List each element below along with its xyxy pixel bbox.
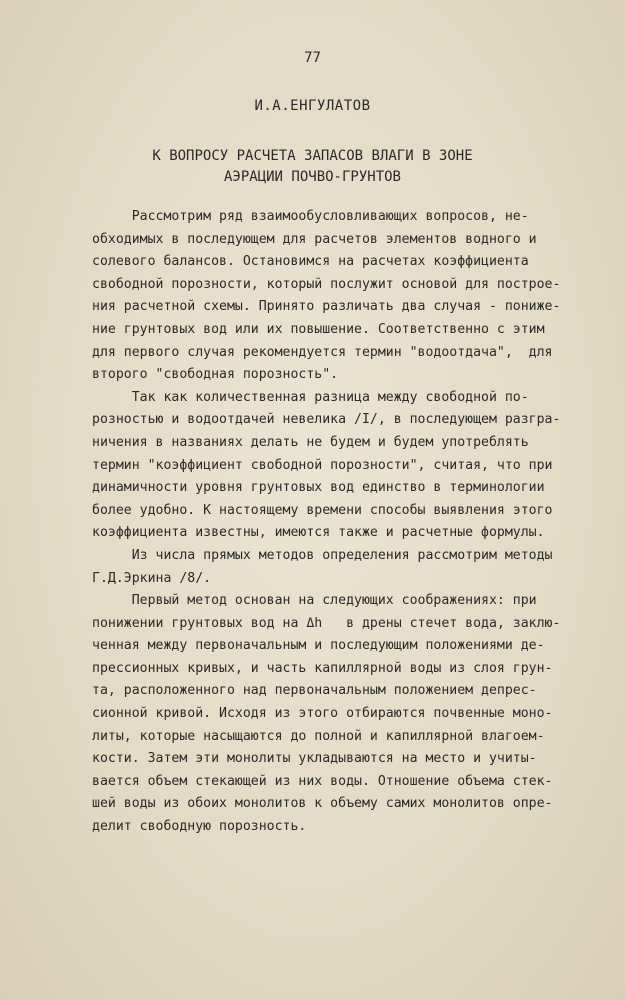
body-line: шей воды из обоих монолитов к объему самих монолитов опре- (92, 796, 553, 812)
article-body (92, 206, 561, 839)
body-line: для первого случая рекомендуется термин "водоотдача", для (92, 344, 553, 360)
body-line: обходимых в последующем для расчетов элементов водного и (92, 231, 537, 247)
body-line: солевого балансов. Остановимся на расчетах коэффициента (92, 254, 529, 270)
body-line: Первый метод основан на следующих соображениях: при (92, 593, 537, 609)
body-line: прессионных кривых, и часть капиллярной воды из слоя грун- (92, 660, 553, 676)
body-line: ния расчетной схемы. Принято различать два случая - пониже- (92, 299, 561, 315)
body-line: Из числа прямых методов определения рассмотрим методы (92, 547, 553, 563)
body-line: литы, которые насыщаются до полной и капиллярной влагоем- (92, 728, 545, 744)
body-line: кости. Затем эти монолиты укладываются на место и учиты- (92, 751, 537, 767)
body-line: Г.Д.Эркина /8/. (92, 570, 212, 586)
body-line: розностью и водоотдачей невелика /I/, в последующем разгра- (92, 412, 561, 428)
body-line: коэффициента известны, имеются также и расчетные формулы. (92, 525, 545, 541)
body-line: вается объем стекающей из них воды. Отношение объема стек- (92, 773, 553, 789)
body-line: делит свободную порозность. (92, 819, 307, 835)
body-line: Рассмотрим ряд взаимообусловливающих вопросов, не- (92, 209, 529, 224)
body-line: ние грунтовых вод или их повышение. Соответственно с этим (92, 321, 545, 337)
body-line: Так как количественная разница между свободной по- (92, 389, 529, 405)
body-line: динамичности уровня грунтовых вод единство в терминологии (92, 480, 545, 496)
body-line: та, расположенного над первоначальным положением депрес- (92, 683, 537, 699)
body-line: ничения в названиях делать не будем и будем употреблять (92, 434, 529, 450)
body-line: второго "свободная порозность". (92, 367, 339, 383)
article-title (0, 146, 625, 188)
body-line: термин "коэффициент свободной порозности", считая, что при (92, 457, 553, 473)
body-line: более удобно. К настоящему времени способы выявления этого (92, 502, 553, 518)
body-line: свободной порозности, который послужит основой для построе- (92, 276, 561, 292)
body-line: ченная между первоначальным и последующим положениями де- (92, 638, 545, 654)
title-line: АЭРАЦИИ ПОЧВО-ГРУНТОВ (223, 169, 401, 185)
body-line: сионной кривой. Исходя из этого отбираются почвенные моно- (92, 706, 553, 722)
page-number: 77 (304, 50, 321, 66)
author-name: И.А.ЕНГУЛАТОВ (254, 98, 371, 114)
body-line: понижении грунтовых вод на Δh в дрены стечет вода, заклю- (92, 615, 561, 631)
title-line: К ВОПРОСУ РАСЧЕТА ЗАПАСОВ ВЛАГИ В ЗОНЕ (152, 148, 473, 164)
